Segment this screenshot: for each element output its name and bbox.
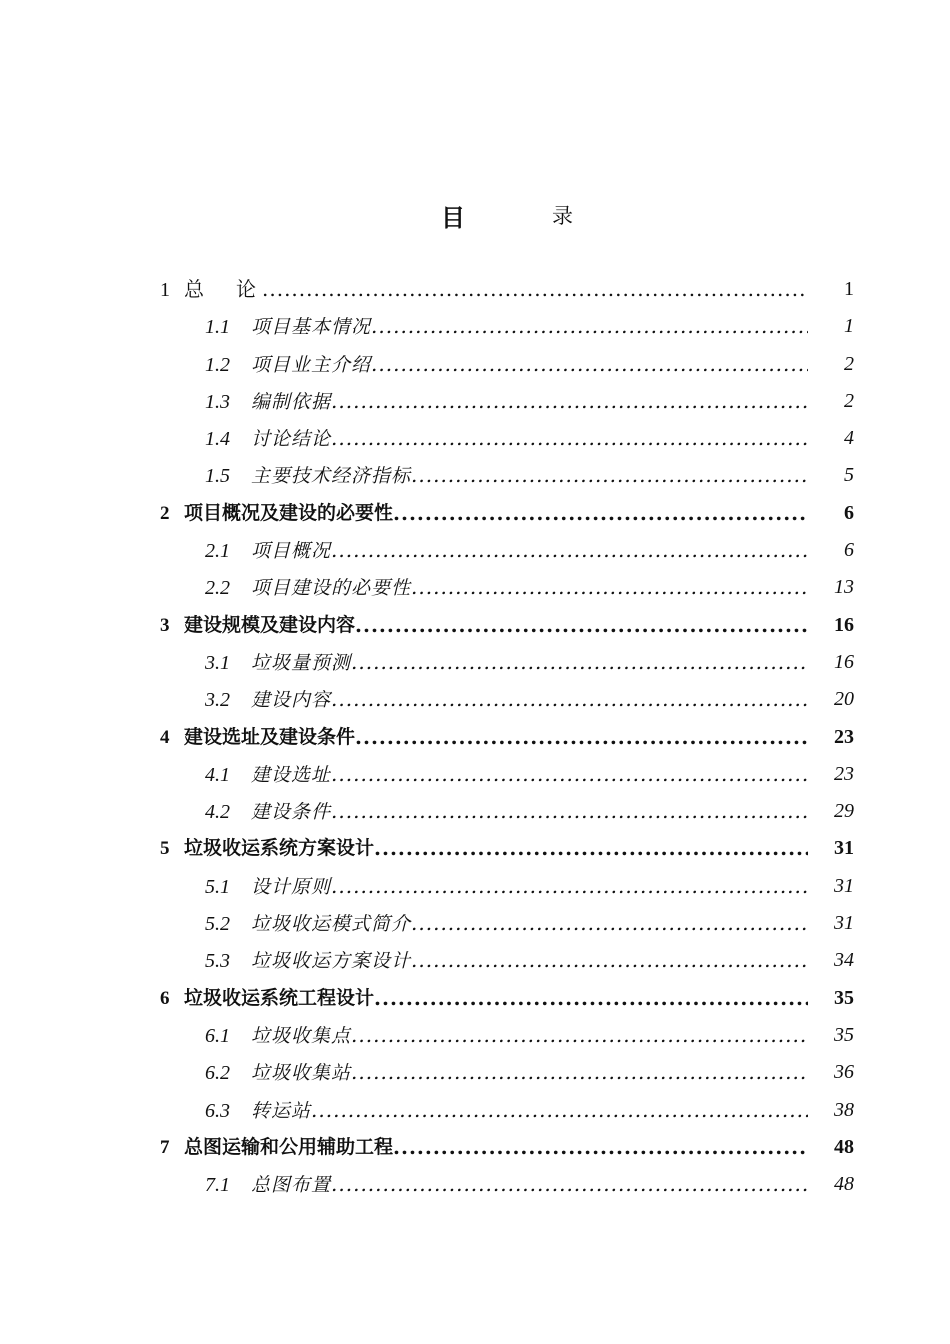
toc-entry-label bbox=[205, 942, 808, 980]
toc-section-entry[interactable] bbox=[160, 308, 854, 345]
toc-entry-label bbox=[205, 681, 808, 719]
toc-dot-leader bbox=[371, 308, 808, 346]
toc-entry-number: 2.2 bbox=[205, 577, 230, 600]
toc-chapter-entry[interactable] bbox=[160, 495, 854, 532]
toc-page-number: 4 bbox=[844, 427, 854, 450]
toc-page-number: 48 bbox=[834, 1135, 854, 1158]
toc-title bbox=[0, 198, 950, 234]
toc-entry-number: 1.3 bbox=[205, 390, 230, 413]
toc-entry-number: 5.3 bbox=[205, 950, 230, 973]
toc-dot-leader bbox=[331, 756, 808, 794]
toc-entry-number: 4.2 bbox=[205, 801, 230, 824]
toc-dot-leader bbox=[311, 1092, 808, 1130]
toc-page-number: 34 bbox=[834, 949, 854, 972]
toc-entry-label bbox=[205, 383, 808, 421]
toc-dot-leader bbox=[262, 271, 808, 309]
toc-entry-number: 4 bbox=[160, 726, 170, 748]
toc-title-part2: 录 bbox=[552, 204, 573, 228]
toc-title-part1: 目 bbox=[441, 204, 465, 232]
toc-page-number: 35 bbox=[834, 986, 854, 1009]
toc-dot-leader bbox=[411, 569, 808, 607]
toc-entry-title: 垃圾收运系统工程设计 bbox=[184, 986, 375, 1009]
toc-entry-title: 项目建设的必要性 bbox=[251, 577, 412, 600]
toc-section-entry[interactable] bbox=[160, 532, 854, 569]
toc-entry-title: 建设选址及建设条件 bbox=[184, 725, 356, 748]
toc-entry-label bbox=[160, 495, 808, 532]
toc-section-entry[interactable] bbox=[160, 420, 854, 457]
toc-entry-label bbox=[205, 569, 808, 607]
toc-page-number: 31 bbox=[834, 874, 854, 897]
toc-entry-title: 编制依据 bbox=[251, 390, 332, 413]
toc-entry-title: 主要技术经济指标 bbox=[251, 465, 412, 488]
toc-entry-number: 1.4 bbox=[205, 428, 230, 451]
toc-entry-number: 6.1 bbox=[205, 1024, 230, 1047]
toc-entry-number: 5.1 bbox=[205, 875, 230, 898]
toc-entry-title: 转运站 bbox=[251, 1099, 312, 1122]
toc-page-number: 1 bbox=[844, 315, 854, 338]
toc-entry-number: 4.1 bbox=[205, 763, 230, 786]
toc-section-entry[interactable] bbox=[160, 457, 854, 494]
toc-page-number: 6 bbox=[844, 539, 854, 562]
toc-page-number: 31 bbox=[834, 912, 854, 935]
toc-entry-number: 1.5 bbox=[205, 465, 230, 488]
toc-page-number: 35 bbox=[834, 1023, 854, 1046]
toc-dot-leader bbox=[351, 1017, 808, 1055]
toc-section-entry[interactable] bbox=[160, 569, 854, 606]
toc-entry-title: 垃圾收集点 bbox=[251, 1024, 352, 1047]
toc-entry-title: 建设规模及建设内容 bbox=[184, 613, 356, 636]
toc-section-entry[interactable] bbox=[160, 681, 854, 718]
toc-entry-number: 7 bbox=[160, 1136, 170, 1158]
toc-dot-leader bbox=[374, 830, 808, 867]
toc-section-entry[interactable] bbox=[160, 1054, 854, 1091]
toc-entry-label bbox=[205, 1166, 808, 1204]
toc-page-number: 48 bbox=[834, 1173, 854, 1196]
toc-entry-title: 项目基本情况 bbox=[251, 316, 372, 339]
toc-dot-leader bbox=[371, 346, 808, 384]
toc-page-number: 36 bbox=[834, 1061, 854, 1084]
toc-entry-title: 总图运输和公用辅助工程 bbox=[184, 1135, 394, 1158]
toc-entry-title: 项目概况 bbox=[251, 540, 332, 563]
toc-page-number: 16 bbox=[834, 613, 854, 636]
toc-page-number: 5 bbox=[844, 464, 854, 487]
toc-page-number: 23 bbox=[834, 725, 854, 748]
toc-entry-title: 总 论 bbox=[184, 277, 262, 301]
toc-entry-label bbox=[205, 644, 808, 682]
toc-section-entry[interactable] bbox=[160, 756, 854, 793]
toc-page-number: 38 bbox=[834, 1098, 854, 1121]
toc-section-entry[interactable] bbox=[160, 868, 854, 905]
toc-entry-number: 3.1 bbox=[205, 651, 230, 674]
toc-entry-label bbox=[160, 607, 808, 644]
toc-entry-number: 3 bbox=[160, 614, 170, 636]
toc-entry-label bbox=[205, 420, 808, 458]
toc-page-number: 13 bbox=[834, 576, 854, 599]
toc-dot-leader bbox=[411, 905, 808, 943]
toc-entry-label bbox=[205, 1092, 808, 1130]
toc-dot-leader bbox=[331, 681, 808, 719]
toc-entry-number: 3.2 bbox=[205, 689, 230, 712]
toc-entry-number: 6.3 bbox=[205, 1099, 230, 1122]
toc-entry-number: 5.2 bbox=[205, 913, 230, 936]
toc-entry-label bbox=[205, 1017, 808, 1055]
toc-page-number: 1 bbox=[844, 278, 854, 300]
toc-chapter-entry[interactable] bbox=[160, 980, 854, 1017]
toc-dot-leader bbox=[331, 532, 808, 570]
table-of-contents bbox=[160, 271, 854, 1203]
toc-dot-leader bbox=[393, 495, 808, 532]
toc-entry-title: 项目业主介绍 bbox=[251, 353, 372, 376]
toc-entry-title: 总图布置 bbox=[251, 1174, 332, 1197]
toc-dot-leader bbox=[411, 942, 808, 980]
toc-dot-leader bbox=[351, 1054, 808, 1092]
toc-entry-label bbox=[205, 793, 808, 831]
toc-entry-label bbox=[205, 308, 808, 346]
toc-entry-label bbox=[205, 457, 808, 495]
toc-dot-leader bbox=[331, 1166, 808, 1204]
toc-section-entry[interactable] bbox=[160, 644, 854, 681]
toc-entry-title: 垃圾量预测 bbox=[251, 651, 352, 674]
toc-entry-label bbox=[205, 756, 808, 794]
toc-entry-title: 建设选址 bbox=[251, 763, 332, 786]
toc-dot-leader bbox=[331, 793, 808, 831]
toc-entry-label bbox=[205, 1054, 808, 1092]
toc-page-number: 2 bbox=[844, 352, 854, 375]
toc-entry-title: 垃圾收运模式简介 bbox=[251, 913, 412, 936]
toc-entry-label bbox=[205, 346, 808, 384]
toc-page-number: 6 bbox=[844, 501, 854, 524]
toc-dot-leader bbox=[331, 420, 808, 458]
toc-entry-label bbox=[160, 719, 808, 756]
toc-entry-number: 2 bbox=[160, 502, 170, 524]
toc-entry-label bbox=[205, 532, 808, 570]
toc-section-entry[interactable] bbox=[160, 905, 854, 942]
toc-entry-label bbox=[160, 980, 808, 1017]
toc-entry-title: 设计原则 bbox=[251, 875, 332, 898]
toc-entry-label bbox=[205, 868, 808, 906]
toc-page-number: 23 bbox=[834, 762, 854, 785]
toc-page-number: 20 bbox=[834, 688, 854, 711]
toc-entry-label bbox=[160, 271, 808, 309]
toc-entry-number: 2.1 bbox=[205, 540, 230, 563]
toc-page-number: 2 bbox=[844, 389, 854, 412]
toc-dot-leader bbox=[355, 607, 808, 644]
toc-page-number: 29 bbox=[834, 800, 854, 823]
toc-chapter-entry[interactable] bbox=[160, 607, 854, 644]
toc-chapter-entry[interactable] bbox=[160, 271, 854, 308]
toc-dot-leader bbox=[355, 719, 808, 756]
toc-entry-number: 1.1 bbox=[205, 316, 230, 339]
toc-entry-number: 5 bbox=[160, 838, 170, 860]
toc-entry-title: 垃圾收运方案设计 bbox=[251, 950, 412, 973]
toc-entry-label bbox=[160, 1129, 808, 1166]
toc-section-entry[interactable] bbox=[160, 942, 854, 979]
toc-entry-number: 1.2 bbox=[205, 353, 230, 376]
toc-dot-leader bbox=[331, 383, 808, 421]
toc-entry-title: 建设内容 bbox=[251, 689, 332, 712]
toc-dot-leader bbox=[411, 457, 808, 495]
toc-section-entry[interactable] bbox=[160, 383, 854, 420]
toc-section-entry[interactable] bbox=[160, 1017, 854, 1054]
toc-page-number: 16 bbox=[834, 650, 854, 673]
toc-entry-title: 讨论结论 bbox=[251, 428, 332, 451]
toc-entry-title: 垃圾收运系统方案设计 bbox=[184, 837, 375, 860]
toc-dot-leader bbox=[393, 1129, 808, 1166]
toc-entry-number: 7.1 bbox=[205, 1174, 230, 1197]
toc-chapter-entry[interactable] bbox=[160, 830, 854, 867]
toc-section-entry[interactable] bbox=[160, 1166, 854, 1203]
toc-dot-leader bbox=[331, 868, 808, 906]
toc-entry-label bbox=[205, 905, 808, 943]
toc-dot-leader bbox=[351, 644, 808, 682]
toc-entry-title: 建设条件 bbox=[251, 801, 332, 824]
toc-entry-number: 6.2 bbox=[205, 1062, 230, 1085]
toc-entry-label bbox=[160, 830, 808, 867]
toc-section-entry[interactable] bbox=[160, 346, 854, 383]
toc-entry-title: 项目概况及建设的必要性 bbox=[184, 501, 394, 524]
toc-section-entry[interactable] bbox=[160, 793, 854, 830]
toc-page-number: 31 bbox=[834, 837, 854, 860]
toc-dot-leader bbox=[374, 980, 808, 1017]
toc-section-entry[interactable] bbox=[160, 1092, 854, 1129]
toc-entry-number: 6 bbox=[160, 987, 170, 1009]
toc-chapter-entry[interactable] bbox=[160, 719, 854, 756]
toc-entry-number: 1 bbox=[160, 279, 170, 301]
toc-entry-title: 垃圾收集站 bbox=[251, 1062, 352, 1085]
toc-chapter-entry[interactable] bbox=[160, 1129, 854, 1166]
